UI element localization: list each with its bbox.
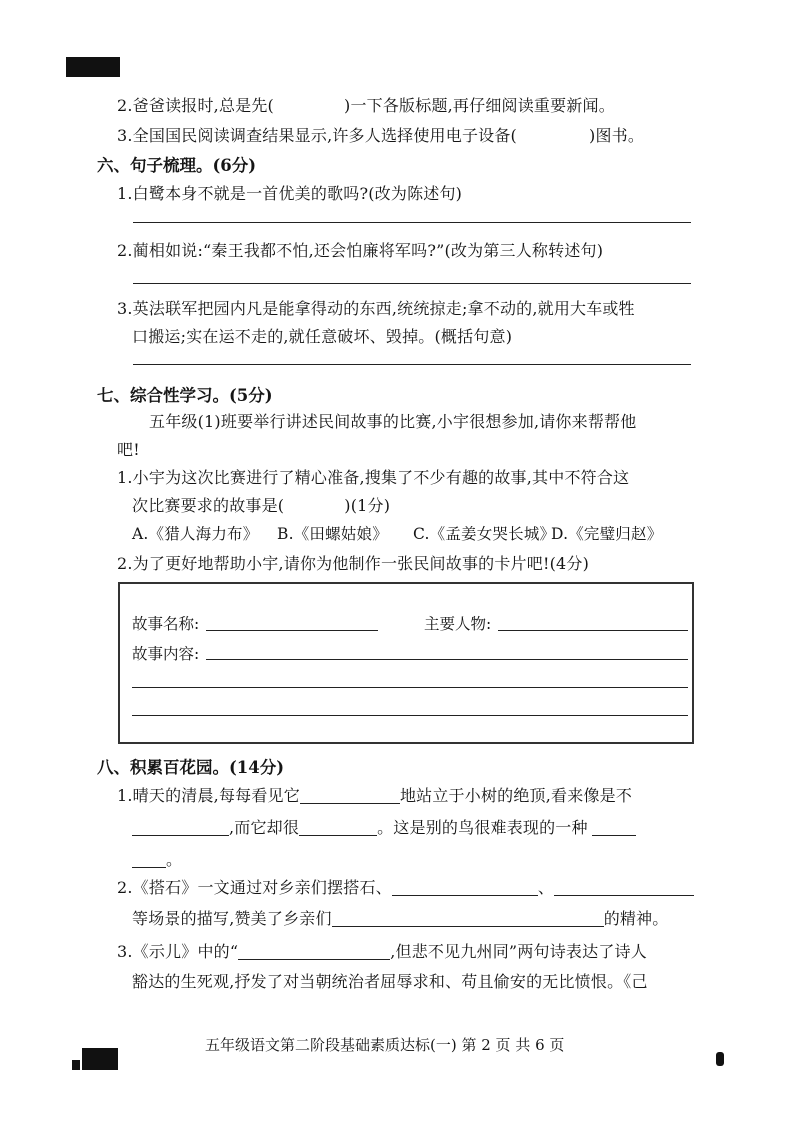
corner-mark-bottom-left [82, 1048, 118, 1070]
blank[interactable] [132, 851, 166, 868]
fill-question-2: 2.爸爸读报时,总是先( )一下各版标题,再仔细阅读重要新闻。 [117, 96, 615, 115]
answer-line[interactable] [133, 283, 691, 284]
blank[interactable] [238, 943, 390, 960]
section-6-question-3-line-1: 3.英法联军把园内凡是能拿得动的东西,统统掠走;拿不动的,就用大车或牲 [117, 299, 635, 318]
section-8-heading: 八、积累百花园。(14分) [97, 758, 285, 777]
section-8-question-2-line-2: 等场景的描写,赞美了乡亲们 的精神。 [132, 909, 669, 928]
story-content-label: 故事内容: [132, 645, 200, 663]
blank[interactable] [300, 787, 400, 804]
folk-story-card [118, 582, 694, 744]
section-6-question-3-line-2: 口搬运;实在运不走的,就任意破坏、毁掉。(概括句意) [132, 327, 513, 346]
section-6-heading: 六、句子梳理。(6分) [97, 156, 257, 175]
section-8-question-1-line-1: 1.晴天的清晨,每每看见它 地站立于小树的绝顶,看来像是不 [117, 786, 633, 805]
option-a[interactable]: A.《猎人海力布》 [132, 525, 259, 543]
fill-question-3: 3.全国国民阅读调查结果显示,许多人选择使用电子设备( )图书。 [117, 126, 645, 145]
section-7-options [132, 522, 662, 544]
page-footer: 五年级语文第二阶段基础素质达标(一) 第 2 页 共 6 页 [205, 1036, 565, 1054]
option-c[interactable]: C.《孟姜女哭长城》 [413, 525, 556, 543]
corner-mark-bottom-right [716, 1052, 724, 1066]
section-7-question-2: 2.为了更好地帮助小宇,请你为他制作一张民间故事的卡片吧!(4分) [117, 554, 590, 573]
story-content-line[interactable] [206, 659, 688, 660]
story-content-line[interactable] [132, 715, 688, 716]
blank[interactable] [299, 819, 377, 836]
blank[interactable] [132, 819, 229, 836]
answer-line[interactable] [133, 364, 691, 365]
answer-line[interactable] [133, 222, 691, 223]
section-7-question-1-line-1: 1.小宇为这次比赛进行了精心准备,搜集了不少有趣的故事,其中不符合这 [117, 468, 630, 487]
corner-mark-top-left [66, 57, 120, 77]
section-8-question-2-line-1: 2.《搭石》一文通过对乡亲们摆搭石、 、 [117, 875, 694, 898]
section-7-heading: 七、综合性学习。(5分) [97, 386, 273, 405]
section-8-question-3-line-2: 豁达的生死观,抒发了对当朝统治者屈辱求和、苟且偷安的无比愤恨。《己 [132, 972, 648, 991]
story-name-label: 故事名称: [132, 615, 200, 633]
blank[interactable] [332, 910, 604, 927]
corner-mark-bottom-left-small [72, 1060, 80, 1070]
blank[interactable] [592, 819, 636, 836]
story-name-line[interactable] [206, 630, 378, 631]
section-6-question-2: 2.蔺相如说:“秦王我都不怕,还会怕廉将军吗?”(改为第三人称转述句) [117, 241, 604, 260]
section-8-question-1-line-2: ,而它却很 。这是别的鸟很难表现的一种 [132, 815, 636, 838]
section-7-question-1-line-2: 次比赛要求的故事是( )(1分) [132, 496, 391, 515]
section-7-intro-line-2: 吧! [117, 440, 140, 459]
option-d[interactable]: D.《完璧归赵》 [551, 525, 663, 543]
section-6-question-1: 1.白鹭本身不就是一首优美的歌吗?(改为陈述句) [117, 184, 463, 203]
option-b[interactable]: B.《田螺姑娘》 [277, 525, 388, 543]
blank[interactable] [554, 879, 694, 896]
story-content-line[interactable] [132, 687, 688, 688]
section-8-question-1-line-3: 。 [132, 847, 182, 870]
blank[interactable] [392, 879, 538, 896]
section-8-question-3-line-1: 3.《示儿》中的“ ,但悲不见九州同”两句诗表达了诗人 [117, 942, 647, 961]
main-character-label: 主要人物: [424, 615, 492, 633]
main-character-line[interactable] [498, 630, 688, 631]
section-7-intro-line-1: 五年级(1)班要举行讲述民间故事的比赛,小宇很想参加,请你来帮帮他 [149, 412, 637, 431]
